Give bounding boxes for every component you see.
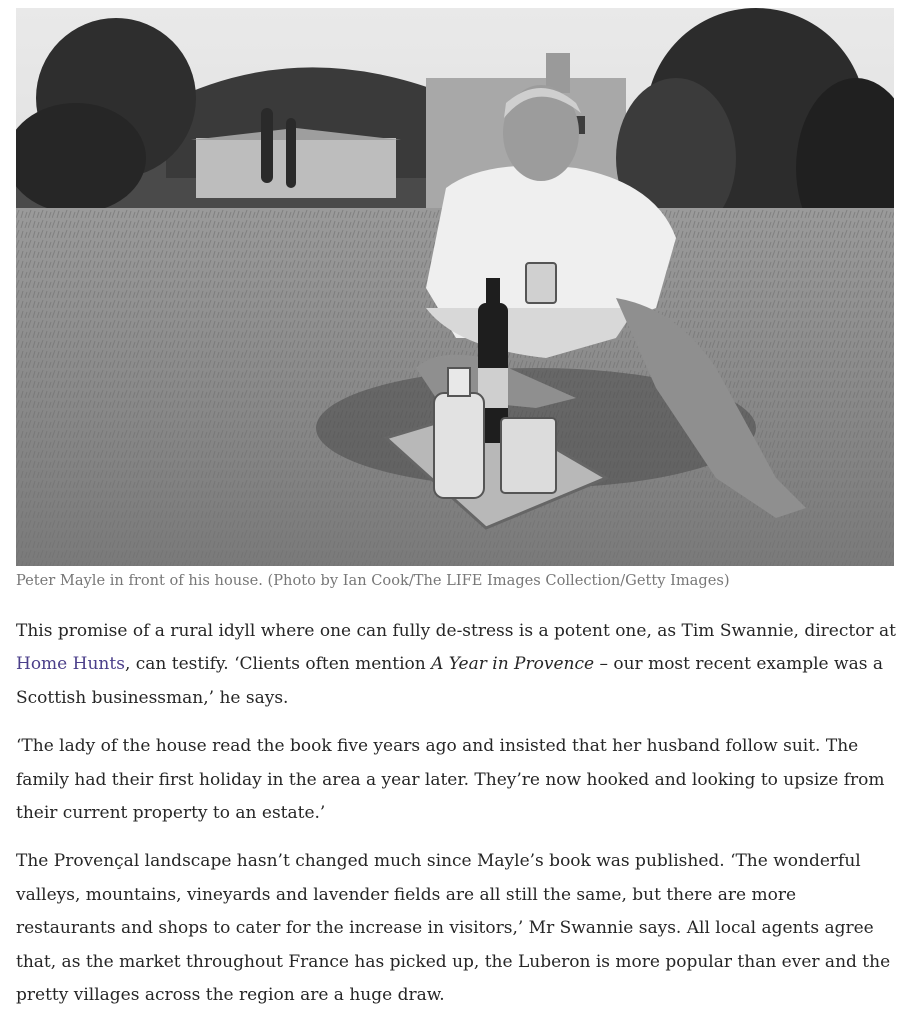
paragraph-1 xyxy=(16,615,896,715)
photo-caption: Peter Mayle in front of his house. (Photo by Ian Cook/The LIFE Images Collection/Getty Images) xyxy=(16,572,730,589)
book-title: A Year in Provence xyxy=(431,654,595,675)
paragraph-2: ‘The lady of the house read the book five years ago and insisted that her husband follow suit. The family had their first holiday in the area a year later. They’re now hooked and looking to upsize from their current property to an estate.’ xyxy=(16,736,885,824)
article-body xyxy=(16,615,896,1027)
paragraph-1-text-b: , can testify. ‘Clients often mention xyxy=(124,654,432,675)
paragraph-1-text-a: This promise of a rural idyll where one can fully de-stress is a potent one, as Tim Swannie, director at xyxy=(16,621,896,641)
home-hunts-link[interactable]: Home Hunts xyxy=(16,654,125,675)
article-photo xyxy=(16,8,894,566)
paragraph-3: The Provençal landscape hasn’t changed much since Mayle’s book was published. ‘The wonderful valleys, mountains, vineyards and lavender fields are all still the same, but there are more restaurants and shops to cater for the increase in visitors,’ Mr Swannie says. All local agents agree that, as the market throughout France has picked up, the Luberon is more popular than ever and the pretty villages across the region are a huge draw. xyxy=(16,851,891,1006)
photo-illustration xyxy=(16,8,894,566)
paragraph-1-text-c: – our most recent example was a Scottish businessman,’ he says. xyxy=(16,654,883,708)
